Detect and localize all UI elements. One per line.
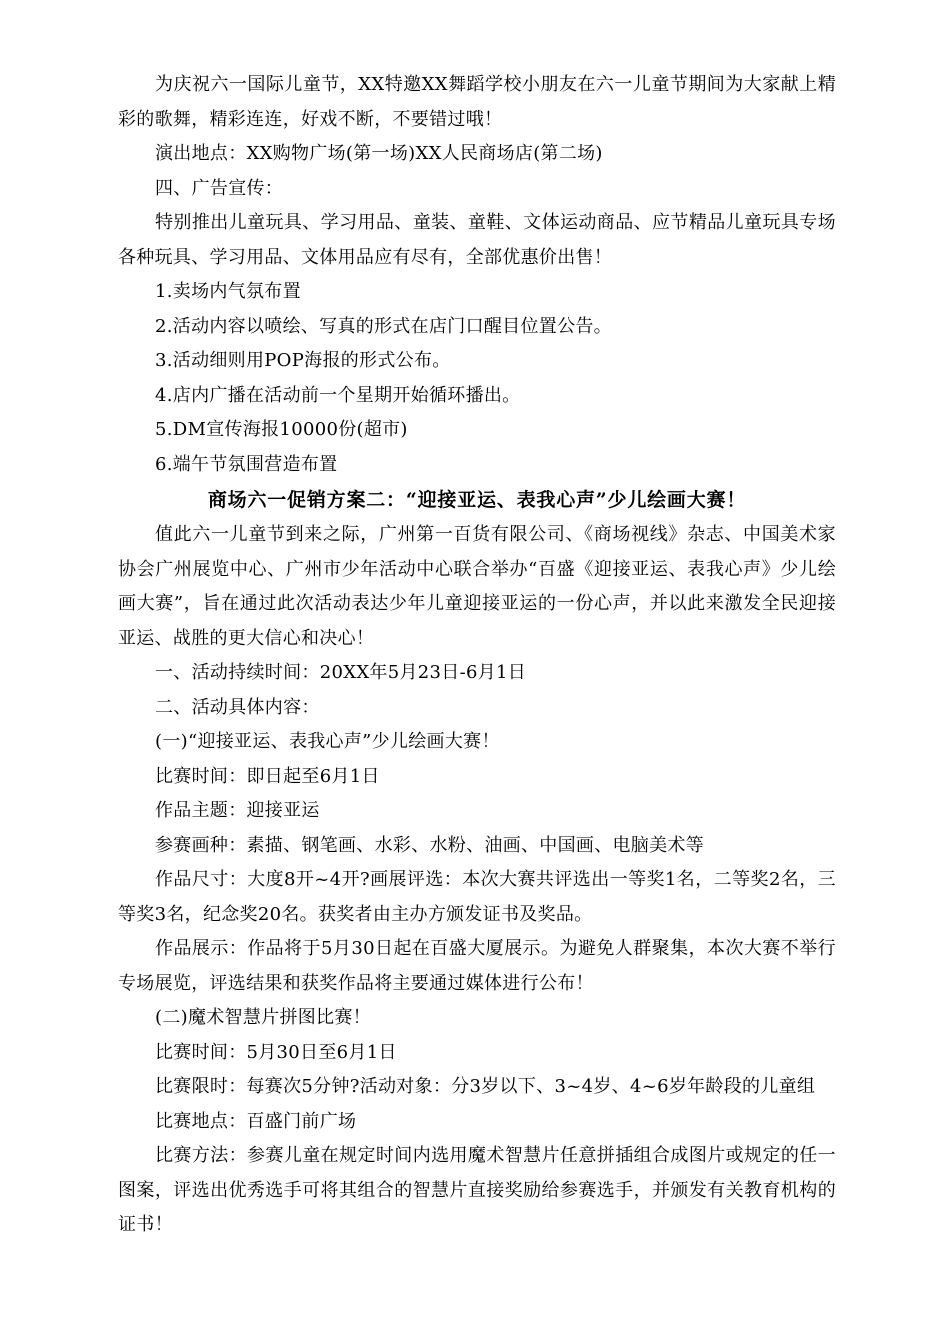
- list-item: 4.店内广播在活动前一个星期开始循环播出。: [155, 384, 521, 406]
- paragraph: 演出地点：XX购物广场(第一场)XX人民商场店(第二场): [155, 143, 603, 164]
- paragraph: 参赛画种：素描、钢笔画、水彩、水粉、油画、中国画、电脑美术等: [155, 834, 704, 856]
- paragraph: (二)魔术智慧片拼图比赛！: [155, 1007, 371, 1028]
- list-item: 5.DM宣传海报10000份(超市): [155, 419, 408, 440]
- paragraph: 值此六一儿童节到来之际，广州第一百货有限公司、《商场视线》杂志、中国美术家协会广州展览中心、广州市少年活动中心联合举办“百盛《迎接亚运、表我心声》少儿绘画大赛”，旨在通过此次活动表达少年儿童迎接亚运的一份心声，并以此来激发全民迎接亚运、战胜的更大信心和决心！: [118, 524, 836, 649]
- paragraph: 作品尺寸：大度8开~4开?画展评选：本次大赛共评选出一等奖1名，二等奖2名，三等奖3名，纪念奖20名。获奖者由主办方颁发证书及奖品。: [118, 869, 836, 925]
- list-item: 1.卖场内气氛布置: [155, 281, 301, 302]
- list-item: 2.活动内容以喷绘、写真的形式在店门口醒目位置公告。: [155, 315, 612, 337]
- paragraph: 比赛限时：每赛次5分钟?活动对象：分3岁以下、3~4岁、4~6岁年龄段的儿童组: [155, 1076, 816, 1097]
- paragraph: 四、广告宣传：: [155, 177, 284, 199]
- paragraph: 比赛地点：百盛门前广场: [155, 1110, 357, 1132]
- paragraph: 为庆祝六一国际儿童节，XX特邀XX舞蹈学校小朋友在六一儿童节期间为大家献上精彩的歌舞，精彩连连，好戏不断，不要错过哦！: [118, 74, 836, 130]
- paragraph: 比赛时间：即日起至6月1日: [155, 765, 380, 787]
- paragraph: (一)“迎接亚运、表我心声”少儿绘画大赛！: [155, 731, 500, 752]
- list-item: 6.端午节氛围营造布置: [155, 453, 338, 475]
- paragraph: 作品展示：作品将于5月30日起在百盛大厦展示。为避免人群聚集，本次大赛不举行专场展览，评选结果和获奖作品将主要通过媒体进行公布！: [118, 938, 836, 994]
- list-item: 3.活动细则用POP海报的形式公布。: [155, 350, 451, 371]
- section-title: 商场六一促销方案二：“迎接亚运、表我心声”少儿绘画大赛！: [207, 489, 747, 511]
- paragraph: 作品主题：迎接亚运: [155, 800, 320, 821]
- paragraph: 比赛时间：5月30日至6月1日: [155, 1041, 397, 1063]
- paragraph: 二、活动具体内容：: [155, 696, 320, 718]
- paragraph: 比赛方法：参赛儿童在规定时间内选用魔术智慧片任意拼插组合成图片或规定的任一图案，评选出优秀选手可将其组合的智慧片直接奖励给参赛选手，并颁发有关教育机构的证书！: [118, 1145, 836, 1235]
- paragraph: 特别推出儿童玩具、学习用品、童装、童鞋、文体运动商品、应节精品儿童玩具专场各种玩具、学习用品、文体用品应有尽有，全部优惠价出售！: [118, 212, 836, 268]
- document-page: [118, 68, 836, 1243]
- paragraph: 一、活动持续时间：20XX年5月23日-6月1日: [155, 662, 527, 683]
